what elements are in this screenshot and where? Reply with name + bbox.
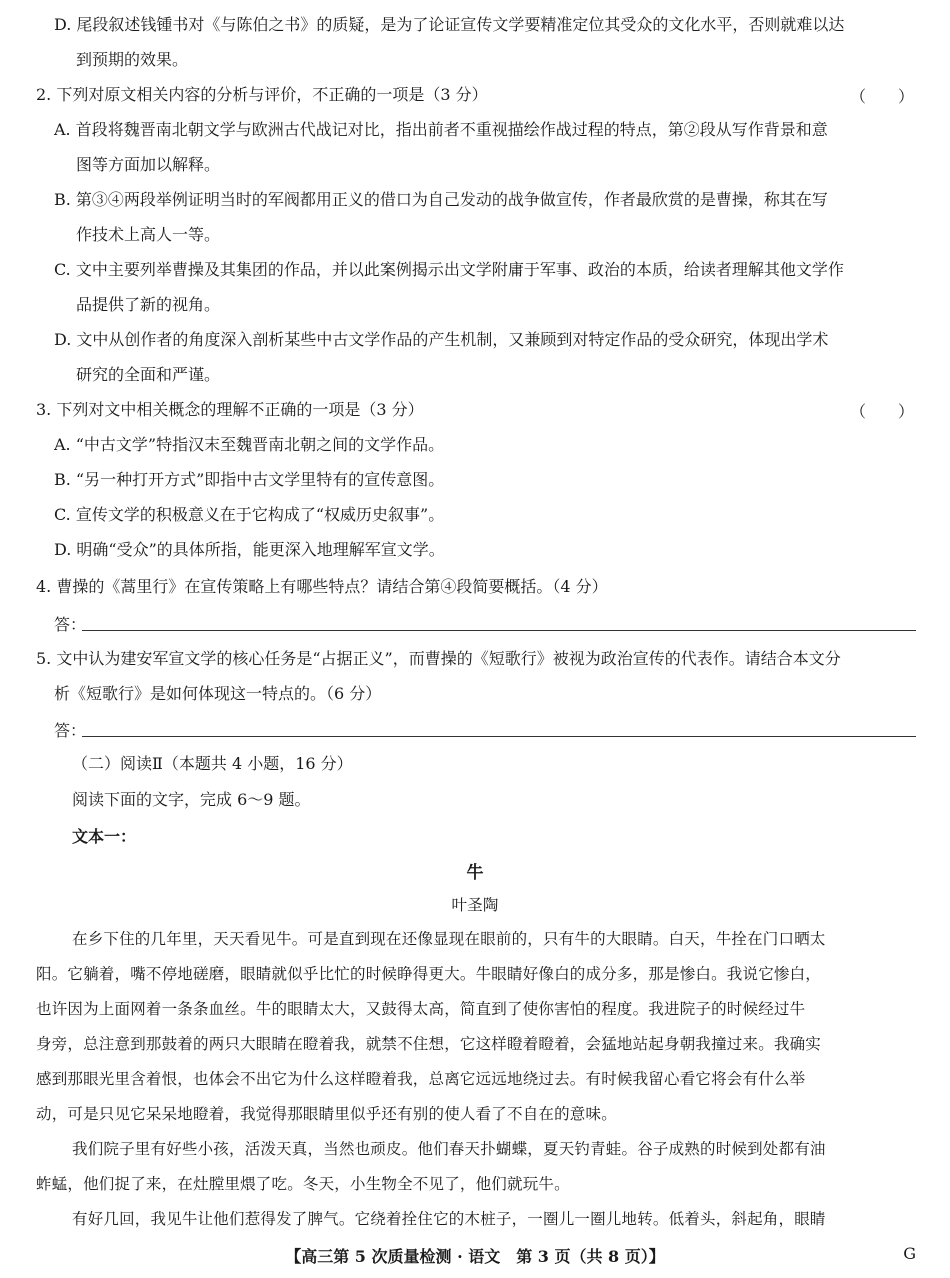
- q1-option-d-line1: D. 尾段叙述钱锺书对《与陈伯之书》的质疑，是为了论证宣传文学要精准定位其受众的文化水平，否则就难以达: [54, 15, 845, 34]
- q1-option-d-line2: 到预期的效果。: [76, 50, 189, 69]
- q3-option-d: D. 明确“受众”的具体所指，能更深入地理解军宣文学。: [54, 540, 445, 559]
- story-line: 身旁，总注意到那鼓着的两只大眼睛在瞪着我，就禁不住想，它这样瞪着瞪着，会猛地站起身朝我撞过来。我确实: [36, 1035, 822, 1053]
- footer-text: 【高三第 5 次质量检测 · 语文 第 3 页（共 8 页）】: [285, 1247, 665, 1266]
- q3-option-a: A. “中古文学”特指汉末至魏晋南北朝之间的文学作品。: [54, 435, 445, 454]
- story-title: 牛: [466, 863, 484, 883]
- story-line: 也许因为上面网着一条条血丝。牛的眼睛太大，又鼓得太高，简直到了使你害怕的程度。我进院子的时候经过牛: [36, 1000, 806, 1018]
- q2-option-c-line2: 品提供了新的视角。: [76, 295, 221, 314]
- q3-option-b: B. “另一种打开方式”即指中古文学里特有的宣传意图。: [54, 470, 445, 489]
- q4-answer-area[interactable]: [54, 612, 916, 634]
- q2-option-c-line1: C. 文中主要列举曹操及其集团的作品，并以此案例揭示出文学附庸于军事、政治的本质，给读者理解其他文学作: [54, 260, 844, 279]
- q5-stem-line2: 析《短歌行》是如何体现这一特点的。（6 分）: [54, 684, 382, 703]
- story-line: 我们院子里有好些小孩，活泼天真，当然也顽皮。他们春天扑蝴蝶，夏天钓青蛙。谷子成熟的时候到处都有油: [72, 1140, 826, 1158]
- q5-stem-line1: 5. 文中认为建安军宣文学的核心任务是“占据正义”，而曹操的《短歌行》被视为政治宣传的代表作。请结合本文分: [36, 649, 841, 668]
- q2-answer-paren: （ ）: [849, 87, 914, 106]
- story-line: 阳。它躺着，嘴不停地磋磨，眼睛就似乎比忙的时候睁得更大。牛眼睛好像白的成分多，那是惨白。我说它惨白，: [36, 965, 822, 983]
- page-footer: [0, 1244, 950, 1267]
- q2-option-b-line2: 作技术上高人一等。: [76, 225, 221, 244]
- story-line: 在乡下住的几年里，天天看见牛。可是直到现在还像显现在眼前的，只有牛的大眼睛。白天，牛拴在门口晒太: [72, 930, 826, 948]
- q4-answer-label: 答：: [54, 615, 87, 634]
- q5-answer-label: 答：: [54, 721, 87, 740]
- q5-answer-rule: [82, 736, 916, 737]
- q2-option-a-line2: 图等方面加以解释。: [76, 155, 221, 174]
- story-line: 有好几回，我见牛让他们惹得发了脾气。它绕着拴住它的木桩子，一圈儿一圈儿地转。低着头，斜起角，眼睛: [72, 1210, 826, 1228]
- q2-stem: 2. 下列对原文相关内容的分析与评价，不正确的一项是（3 分）: [36, 85, 488, 104]
- q3-stem: 3. 下列对文中相关概念的理解不正确的一项是（3 分）: [36, 400, 424, 419]
- q4-answer-rule: [82, 630, 916, 631]
- q2-option-a-line1: A. 首段将魏晋南北朝文学与欧洲古代战记对比，指出前者不重视描绘作战过程的特点，第②段从写作背景和意: [54, 120, 828, 139]
- story-author: 叶圣陶: [451, 896, 499, 914]
- q3-option-c: C. 宣传文学的积极意义在于它构成了“权威历史叙事”。: [54, 505, 445, 524]
- footer-code: G: [903, 1244, 916, 1263]
- text-one-label: 文本一：: [72, 827, 137, 846]
- story-line: 蚱蜢，他们捉了来，在灶膛里煨了吃。冬天，小生物全不见了，他们就玩牛。: [36, 1175, 570, 1193]
- q5-answer-area[interactable]: [54, 718, 916, 740]
- section2-heading: （二）阅读Ⅱ（本题共 4 小题，16 分）: [72, 754, 353, 773]
- story-line: 动，可是只见它呆呆地瞪着，我觉得那眼睛里似乎还有别的使人看了不自在的意味。: [36, 1105, 617, 1123]
- section2-instruction: 阅读下面的文字，完成 6～9 题。: [72, 790, 311, 809]
- q4-stem: 4. 曹操的《蒿里行》在宣传策略上有哪些特点？请结合第④段简要概括。（4 分）: [36, 577, 608, 596]
- q2-option-b-line1: B. 第③④两段举例证明当时的军阀都用正义的借口为自己发动的战争做宣传，作者最欣赏的是曹操，称其在写: [54, 190, 828, 209]
- q2-option-d-line1: D. 文中从创作者的角度深入剖析某些中古文学作品的产生机制，又兼顾到对特定作品的受众研究，体现出学术: [54, 330, 829, 349]
- q2-option-d-line2: 研究的全面和严谨。: [76, 365, 221, 384]
- q3-answer-paren: （ ）: [849, 402, 914, 421]
- story-line: 感到那眼光里含着恨，也体会不出它为什么这样瞪着我，总离它远远地绕过去。有时候我留心看它将会有什么举: [36, 1070, 806, 1088]
